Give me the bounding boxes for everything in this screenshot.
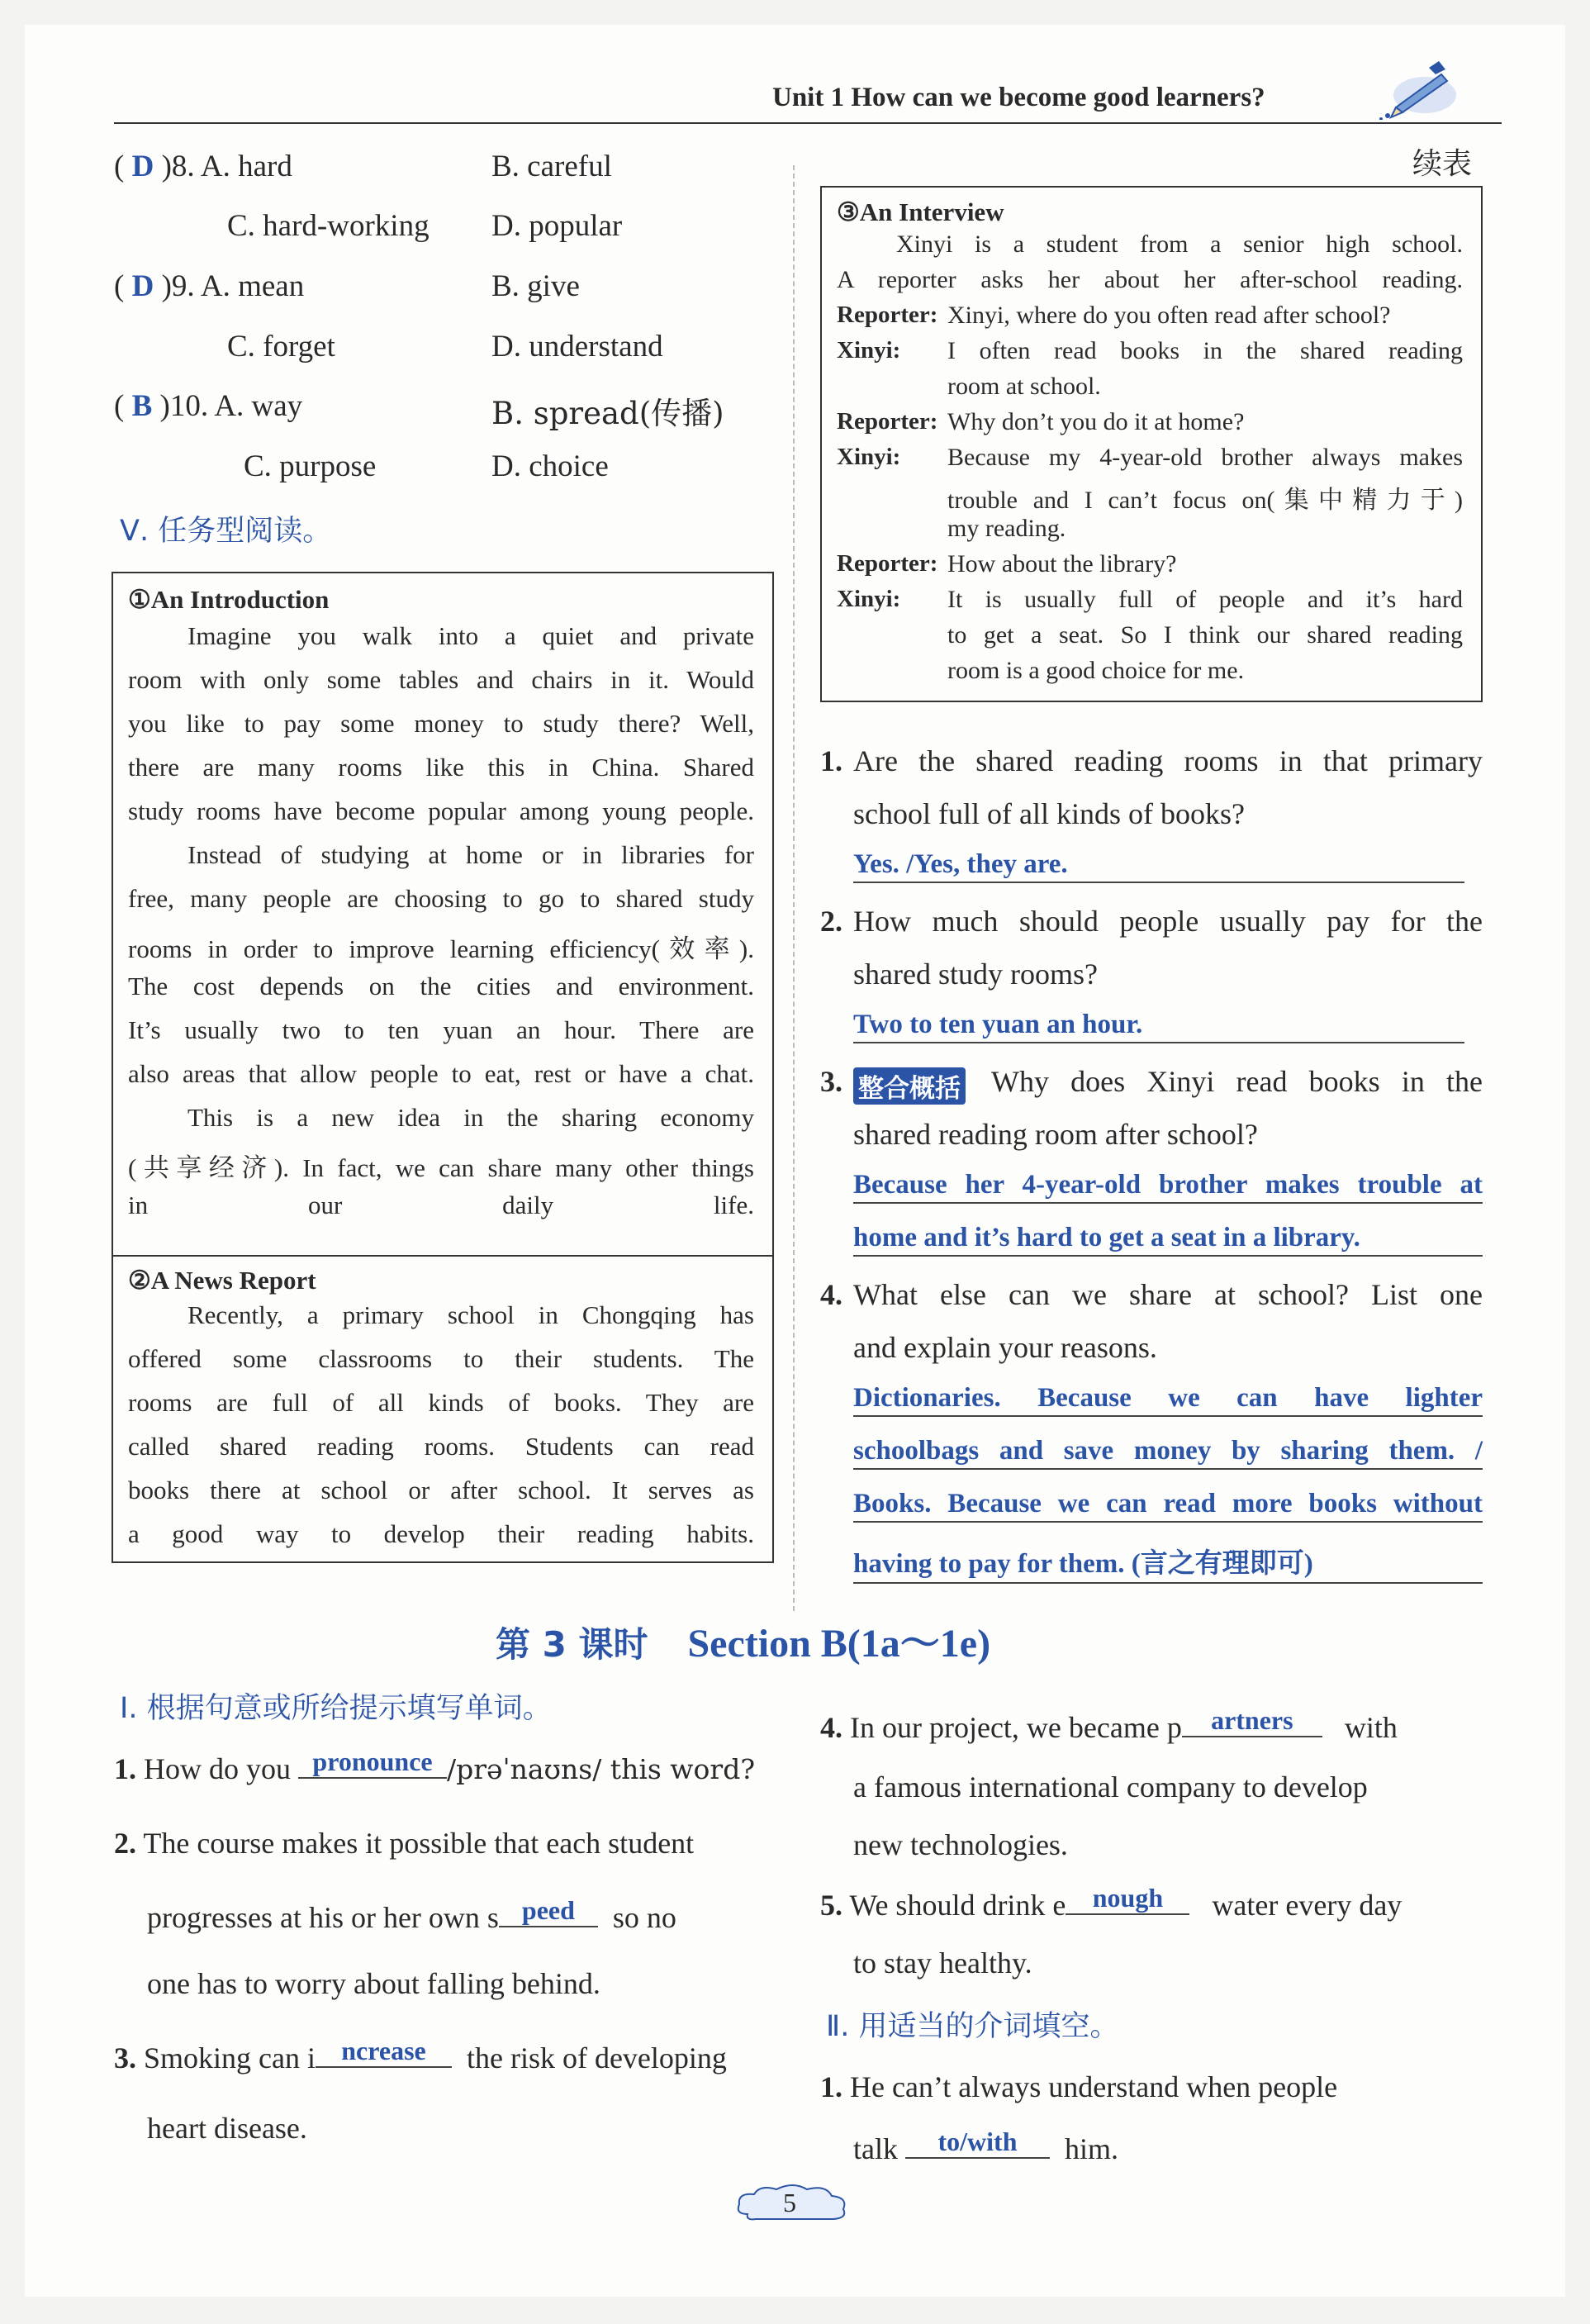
- question-text: Why does Xinyi read books in the: [991, 1065, 1483, 1098]
- page: Unit 1 How can we become good learners? 续表 ( D )8. A. hard B. careful C. hard-working D. popular ( D )9. A. mean B. give C. forget D. understand ( B )10. A. way B. spread(传播) C. purpose D. choice Ⅴ. 任务型阅读。 ①An Introduction Imagine you walk into a quiet and private room with only some tables and chairs in it. Would you like to pay some money to study there? Well, there are many rooms like this in China. Shared study rooms have become popular among young people. Instead of studying at home or in libraries for free, many people are choosing to go to shared study rooms in order to improve learning efficiency(效率). The cost depends on the cities and environment. It’s usually two to ten yuan an hour. There are also areas that allow people to eat, rest or have a chat. This is a new idea in the sharing economy (共享经济). In fact, we can share many other things in our daily life. ②A News Report Recently, a primary school in Chongqing has offered some classrooms to their students. The rooms are full of all kinds of books. They are called shared reading rooms. Students can read books there at school or after school. It serves as a good way to develop their reading habits. ③An Interview Xinyi is a student from a senior high school. A reporter asks her about her after-school reading. Reporter: Xinyi, where do you often read after school? Xinyi: I often read books in the shared reading room at school. Reporter: Why don’t you do it at home? Xinyi: Because my 4-year-old brother always makes trouble and I can’t focus on(集中精力于) my reading. Reporter: How about the library? Xinyi: It is usually full of people and it’s hard to get a seat. So I think our shared reading room is a good choice for me. 1. Are the shared reading rooms in that primary school full of all kinds of books? Yes. /Yes, they are. 2. How much should people usually pay for the shared study rooms? Two to ten yuan an hour. 3. 整合概括 Why does Xinyi read books in the shared reading room after school? Because her 4-year-old brother makes trouble at home and it’s hard to get a seat in a library. 4. What else can we share at school? List one and explain your reasons. Dictionaries. Because we can have lighter schoolbags and save money by sharing them. / Books. Because we can read more books without having to pay for them. (言之有理即可) 第 3 课时 Section B(1a～1e) Ⅰ. 根据句意或所给提示填写单词。 1. How do you pronounce /prəˈnaʊns/ this word? 2. The course makes it possible that each student progresses at his or her own s peed so no one has to worry about falling behind. 3. Smoking can i ncrease the risk of developing heart disease. 4. In our project, we became p artners with a famous international company to develop new technologies. 5. We should drink e nough water every day to stay healthy. Ⅱ. 用适当的介词填空。 1. He can’t always understand when people talk to/with him. 5: [25, 25, 1565, 2297]
- passage-line: also areas that allow people to eat, rest or have a chat.: [128, 1059, 754, 1088]
- item-text: We should drink e: [849, 1889, 1066, 1922]
- item-text: The course makes it possible that each student: [143, 1827, 695, 1860]
- answer-blank: to/with: [905, 2127, 1050, 2159]
- option-c: C. forget: [227, 330, 335, 364]
- item-number: 1.: [820, 2070, 842, 2103]
- interview-line: Xinyi is a student from a senior high school.: [896, 230, 1463, 258]
- question-text: and explain your reasons.: [853, 1331, 1157, 1364]
- item-number: 1.: [114, 1752, 136, 1785]
- passage-line: a good way to develop their reading habits.: [128, 1519, 754, 1548]
- item-text: He can’t always understand when people: [850, 2070, 1338, 2103]
- question-text: shared reading room after school?: [853, 1118, 1258, 1151]
- page-number: 5: [783, 2188, 796, 2217]
- passage-line: This is a new idea in the sharing economy: [187, 1103, 754, 1132]
- item-text: In our project, we became p: [850, 1711, 1182, 1744]
- item-number: 4.: [820, 1711, 842, 1744]
- item-number: )10.: [159, 389, 209, 423]
- item-text: water every day: [1212, 1889, 1403, 1922]
- interview-line: room at school.: [947, 373, 1101, 400]
- column-divider: [793, 165, 795, 1611]
- answer-line: Two to ten yuan an hour.: [853, 1010, 1464, 1043]
- item-text: new technologies.: [853, 1828, 1068, 1861]
- continued-label: 续表: [1412, 147, 1473, 181]
- box-divider: [113, 1255, 774, 1257]
- passage-line: room with only some tables and chairs in it. Would: [128, 665, 754, 694]
- fill-item-1: [114, 1747, 756, 1787]
- passage-line: Imagine you walk into a quiet and private: [187, 621, 754, 650]
- item-text: to stay healthy.: [853, 1946, 1032, 1979]
- section-title: [496, 1611, 990, 1668]
- answer-10: B: [131, 389, 153, 423]
- speaker-label: Reporter:: [837, 302, 938, 328]
- passage-line: offered some classrooms to their students. The: [128, 1344, 754, 1373]
- interview-box: [820, 186, 1483, 702]
- question-number: 1.: [820, 744, 842, 777]
- passage-line: Recently, a primary school in Chongqing has: [187, 1300, 754, 1329]
- speaker-label: Reporter:: [837, 550, 938, 577]
- item-number: )8.: [161, 150, 195, 183]
- lesson-number: 第 3 课时: [496, 1624, 648, 1665]
- interview-line: It is usually full of people and it’s hard: [947, 586, 1463, 613]
- section-name: Section B(1a～1e): [687, 1622, 991, 1666]
- part2-heading: Ⅱ. 用适当的介词填空。: [826, 2010, 1119, 2043]
- passage-line: (共享经济). In fact, we can share many other things: [128, 1153, 754, 1182]
- answer-line: Because her 4-year-old brother makes trouble at: [853, 1170, 1483, 1204]
- interview-line: I often read books in the shared reading: [947, 337, 1463, 364]
- speaker-label: Reporter:: [837, 408, 938, 435]
- passage-line: there are many rooms like this in China. Shared: [128, 753, 754, 782]
- answer-line: Yes. /Yes, they are.: [853, 849, 1464, 883]
- speaker-label: Xinyi:: [837, 444, 901, 470]
- interview-line: Why don’t you do it at home?: [947, 408, 1245, 435]
- answer-line: home and it’s hard to get a seat in a library.: [853, 1223, 1483, 1257]
- item-text: him.: [1064, 2132, 1118, 2165]
- item-text: Smoking can i: [144, 2041, 316, 2074]
- passage-line: books there at school or after school. It serves as: [128, 1476, 754, 1504]
- answer-blank: nough: [1066, 1883, 1189, 1915]
- option-d: D. choice: [491, 449, 609, 483]
- item-text: the risk of developing: [466, 2041, 727, 2074]
- item-text: /prəˈnaʊns/ this word?: [447, 1753, 756, 1785]
- unit-title: Unit 1 How can we become good learners?: [772, 83, 1265, 112]
- answer-line: schoolbags and save money by sharing them. /: [853, 1436, 1483, 1470]
- item-number: )9.: [161, 269, 195, 303]
- option-b: B. careful: [491, 150, 612, 183]
- interview-line: my reading.: [947, 515, 1066, 542]
- option-c: C. purpose: [244, 449, 377, 483]
- answer-line: Books. Because we can read more books without: [853, 1489, 1483, 1523]
- option-c: C. hard-working: [227, 209, 430, 243]
- interview-title: ③An Interview: [837, 197, 1004, 226]
- news-title: ②A News Report: [128, 1266, 316, 1295]
- interview-line: Because my 4-year-old brother always makes: [947, 444, 1463, 471]
- option-b: B. give: [491, 269, 580, 303]
- passage-line: you like to pay some money to study there? Well,: [128, 709, 754, 738]
- item-text: How do you: [144, 1752, 291, 1785]
- answer-line: having to pay for them. (言之有理即可): [853, 1542, 1483, 1584]
- passage-line: rooms are full of all kinds of books. They are: [128, 1388, 754, 1417]
- question-number: 4.: [820, 1278, 842, 1311]
- left-passage-box: [112, 572, 774, 1563]
- header-rule: [114, 122, 1502, 124]
- answer-blank: pronounce: [298, 1747, 447, 1779]
- passage-line: The cost depends on the cities and environment.: [128, 972, 754, 1000]
- interview-line: trouble and I can’t focus on(集中精力于): [947, 487, 1463, 514]
- answer-blank: peed: [499, 1895, 598, 1927]
- question-text: What else can we share at school? List one: [853, 1278, 1483, 1311]
- pencil-decoration-icon: [1379, 58, 1458, 120]
- answer-blank: artners: [1182, 1705, 1322, 1737]
- passage-line: It’s usually two to ten yuan an hour. There are: [128, 1015, 754, 1044]
- speaker-label: Xinyi:: [837, 337, 901, 364]
- intro-title: ①An Introduction: [128, 585, 330, 614]
- item-text: so no: [612, 1901, 676, 1934]
- integration-tag: 整合概括: [853, 1067, 966, 1105]
- answer-line: Dictionaries. Because we can have lighter: [853, 1383, 1483, 1417]
- answer-8: D: [131, 150, 154, 183]
- item-number: 3.: [114, 2041, 136, 2074]
- passage-line: called shared reading rooms. Students can read: [128, 1432, 754, 1461]
- passage-line: in our daily life.: [128, 1191, 754, 1219]
- option-a: A. mean: [200, 269, 305, 303]
- interview-line: to get a seat. So I think our shared reading: [947, 621, 1463, 649]
- option-b: B. spread(传播): [491, 396, 724, 431]
- interview-line: room is a good choice for me.: [947, 657, 1245, 684]
- question-text: Are the shared reading rooms in that primary: [853, 744, 1483, 777]
- option-d: D. understand: [491, 330, 663, 364]
- item-text: heart disease.: [147, 2112, 307, 2145]
- passage-line: study rooms have become popular among young people.: [128, 796, 754, 825]
- item-text: one has to worry about falling behind.: [147, 1967, 600, 2000]
- passage-line: free, many people are choosing to go to shared study: [128, 884, 754, 913]
- question-text: school full of all kinds of books?: [853, 797, 1245, 830]
- passage-line: rooms in order to improve learning efficiency(效率).: [128, 934, 754, 963]
- option-d: D. popular: [491, 209, 623, 243]
- answer-blank: ncrease: [316, 2036, 452, 2068]
- speaker-label: Xinyi:: [837, 586, 901, 612]
- part1-heading: Ⅰ. 根据句意或所给提示填写单词。: [120, 1692, 552, 1725]
- interview-line: Xinyi, where do you often read after school?: [947, 302, 1391, 329]
- item-text: a famous international company to develop: [853, 1770, 1368, 1804]
- task-reading-heading: Ⅴ. 任务型阅读。: [120, 515, 332, 548]
- item-text: with: [1344, 1711, 1398, 1744]
- question-text: How much should people usually pay for the: [853, 905, 1483, 938]
- option-a: A. way: [214, 389, 303, 423]
- item-number: 2.: [114, 1827, 136, 1860]
- option-a: A. hard: [200, 150, 292, 183]
- item-text: progresses at his or her own s: [147, 1901, 499, 1934]
- item-number: 5.: [820, 1889, 842, 1922]
- question-number: 2.: [820, 905, 842, 938]
- interview-line: How about the library?: [947, 550, 1177, 577]
- item-text: talk: [853, 2132, 898, 2165]
- interview-line: A reporter asks her about her after-school reading.: [837, 266, 1463, 293]
- passage-line: Instead of studying at home or in libraries for: [187, 840, 754, 869]
- answer-9: D: [131, 269, 154, 303]
- question-text: shared study rooms?: [853, 958, 1098, 991]
- question-number: 3.: [820, 1065, 842, 1098]
